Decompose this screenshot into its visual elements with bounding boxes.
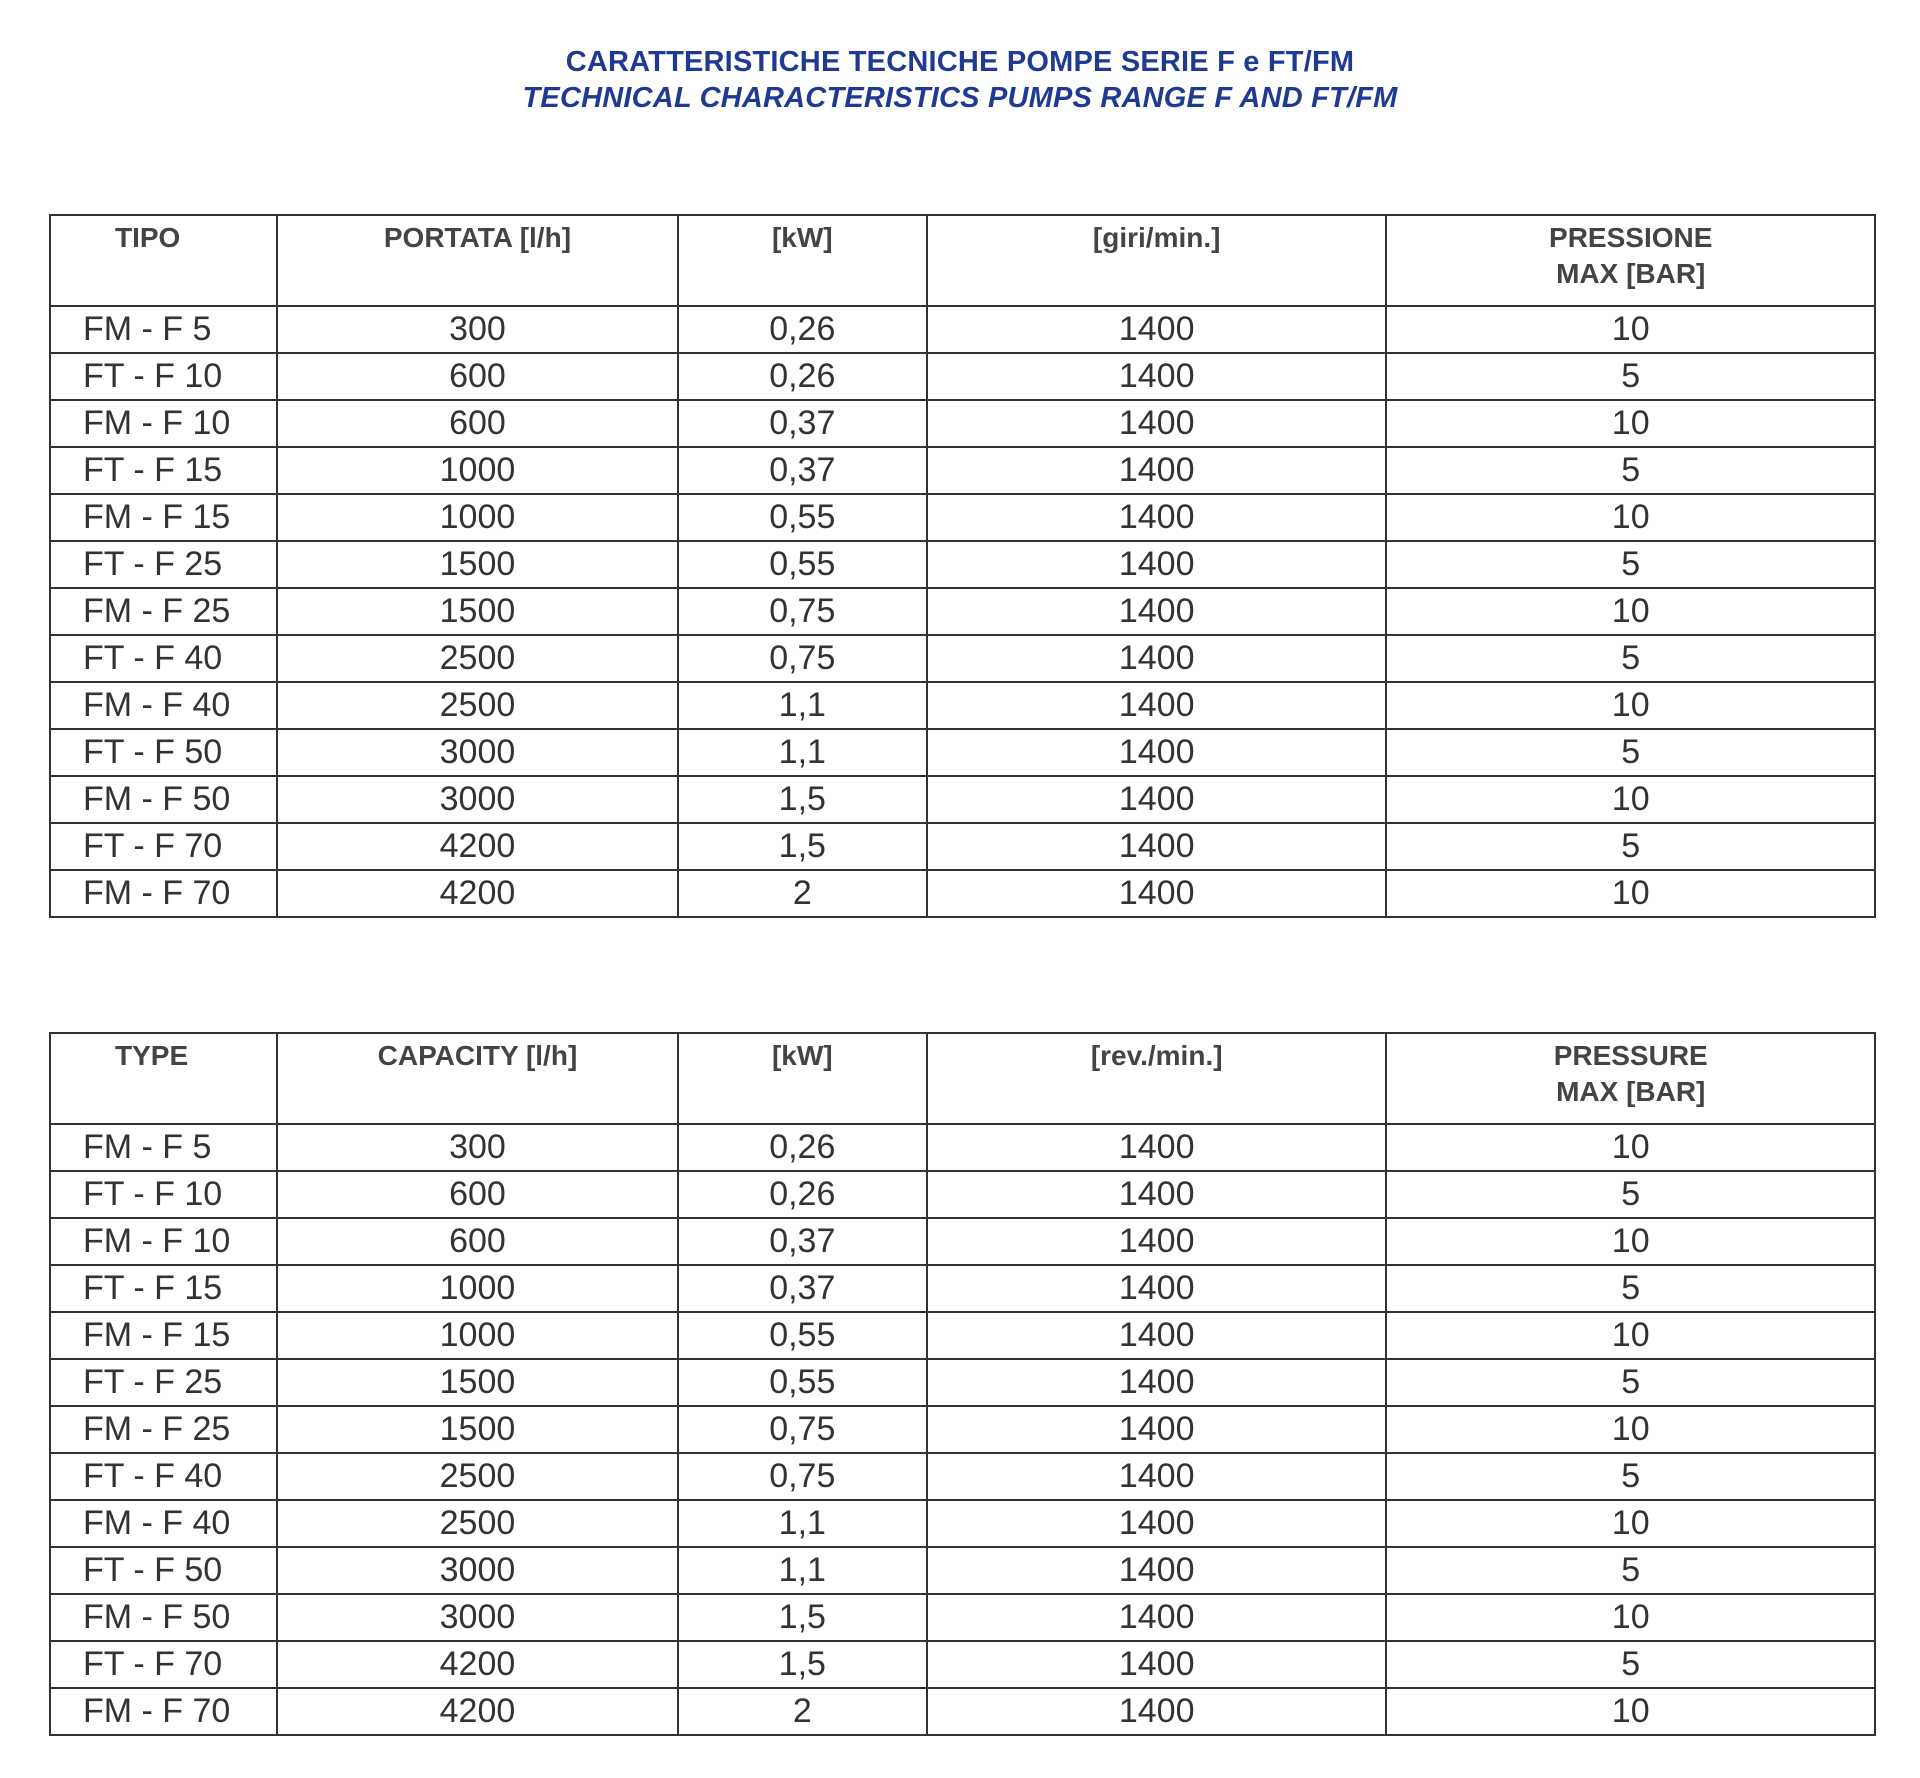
cell-speed: 1400 bbox=[927, 1218, 1387, 1265]
header-pressure bbox=[1386, 1033, 1875, 1124]
cell-speed: 1400 bbox=[927, 729, 1387, 776]
specs-table-english bbox=[49, 1032, 1876, 1736]
cell-pressure: 10 bbox=[1386, 776, 1875, 823]
table-row bbox=[50, 729, 1875, 776]
cell-kw: 0,26 bbox=[678, 1171, 927, 1218]
cell-capacity: 4200 bbox=[277, 870, 677, 917]
cell-pressure: 5 bbox=[1386, 1641, 1875, 1688]
cell-pressure: 5 bbox=[1386, 729, 1875, 776]
cell-type: FT - F 10 bbox=[50, 1171, 277, 1218]
cell-pressure: 10 bbox=[1386, 400, 1875, 447]
cell-kw: 0,26 bbox=[678, 353, 927, 400]
title-italian: CARATTERISTICHE TECNICHE POMPE SERIE F e FT/FM bbox=[565, 46, 1355, 78]
cell-type: FM - F 40 bbox=[50, 1500, 277, 1547]
table-row bbox=[50, 1641, 1875, 1688]
cell-capacity: 1000 bbox=[277, 1312, 677, 1359]
table-row bbox=[50, 400, 1875, 447]
cell-type: FM - F 25 bbox=[50, 588, 277, 635]
cell-type: FT - F 15 bbox=[50, 447, 277, 494]
cell-type: FM - F 40 bbox=[50, 682, 277, 729]
cell-speed: 1400 bbox=[927, 635, 1387, 682]
table-row bbox=[50, 776, 1875, 823]
cell-speed: 1400 bbox=[927, 1406, 1387, 1453]
cell-capacity: 600 bbox=[277, 1171, 677, 1218]
cell-speed: 1400 bbox=[927, 1124, 1387, 1171]
cell-type: FT - F 40 bbox=[50, 635, 277, 682]
cell-kw: 0,37 bbox=[678, 447, 927, 494]
cell-speed: 1400 bbox=[927, 353, 1387, 400]
table-header-row bbox=[50, 215, 1875, 306]
cell-pressure: 10 bbox=[1386, 588, 1875, 635]
cell-pressure: 5 bbox=[1386, 541, 1875, 588]
cell-speed: 1400 bbox=[927, 823, 1387, 870]
cell-pressure: 5 bbox=[1386, 447, 1875, 494]
cell-kw: 0,75 bbox=[678, 1406, 927, 1453]
cell-type: FM - F 10 bbox=[50, 1218, 277, 1265]
cell-speed: 1400 bbox=[927, 682, 1387, 729]
cell-capacity: 1000 bbox=[277, 1265, 677, 1312]
cell-kw: 0,55 bbox=[678, 541, 927, 588]
cell-speed: 1400 bbox=[927, 447, 1387, 494]
table-body bbox=[50, 1124, 1875, 1735]
cell-capacity: 2500 bbox=[277, 1500, 677, 1547]
cell-capacity: 4200 bbox=[277, 1688, 677, 1735]
cell-kw: 0,75 bbox=[678, 588, 927, 635]
cell-pressure: 5 bbox=[1386, 353, 1875, 400]
table-row bbox=[50, 541, 1875, 588]
header-pressure-line1: PRESSURE bbox=[1553, 1040, 1708, 1071]
header-capacity: CAPACITY [l/h] bbox=[277, 1033, 677, 1124]
cell-speed: 1400 bbox=[927, 1453, 1387, 1500]
cell-speed: 1400 bbox=[927, 1359, 1387, 1406]
cell-type: FT - F 50 bbox=[50, 1547, 277, 1594]
cell-kw: 1,1 bbox=[678, 1547, 927, 1594]
cell-kw: 0,55 bbox=[678, 1359, 927, 1406]
table-row bbox=[50, 635, 1875, 682]
document-title bbox=[0, 44, 1920, 116]
cell-kw: 2 bbox=[678, 870, 927, 917]
cell-type: FT - F 25 bbox=[50, 541, 277, 588]
table-row bbox=[50, 870, 1875, 917]
table-row bbox=[50, 306, 1875, 353]
cell-type: FM - F 15 bbox=[50, 1312, 277, 1359]
table-row bbox=[50, 823, 1875, 870]
cell-type: FM - F 5 bbox=[50, 306, 277, 353]
table-row bbox=[50, 1218, 1875, 1265]
cell-kw: 0,37 bbox=[678, 1218, 927, 1265]
cell-type: FT - F 10 bbox=[50, 353, 277, 400]
cell-speed: 1400 bbox=[927, 588, 1387, 635]
table-row bbox=[50, 682, 1875, 729]
cell-pressure: 10 bbox=[1386, 1218, 1875, 1265]
header-kw: [kW] bbox=[678, 215, 927, 306]
cell-speed: 1400 bbox=[927, 1594, 1387, 1641]
cell-pressure: 5 bbox=[1386, 635, 1875, 682]
table-row bbox=[50, 588, 1875, 635]
cell-type: FT - F 15 bbox=[50, 1265, 277, 1312]
cell-kw: 0,37 bbox=[678, 400, 927, 447]
cell-capacity: 1500 bbox=[277, 1406, 677, 1453]
cell-capacity: 1000 bbox=[277, 447, 677, 494]
cell-kw: 2 bbox=[678, 1688, 927, 1735]
cell-speed: 1400 bbox=[927, 400, 1387, 447]
cell-pressure: 5 bbox=[1386, 1547, 1875, 1594]
header-type: TYPE bbox=[50, 1033, 277, 1124]
header-pressure-line2: MAX [BAR] bbox=[1556, 1076, 1706, 1107]
cell-capacity: 1500 bbox=[277, 588, 677, 635]
header-pressure-line1: PRESSIONE bbox=[1549, 222, 1713, 253]
table-row bbox=[50, 1406, 1875, 1453]
header-speed: [giri/min.] bbox=[927, 215, 1387, 306]
cell-pressure: 5 bbox=[1386, 1453, 1875, 1500]
cell-speed: 1400 bbox=[927, 1500, 1387, 1547]
cell-type: FM - F 10 bbox=[50, 400, 277, 447]
cell-kw: 0,26 bbox=[678, 1124, 927, 1171]
cell-type: FT - F 50 bbox=[50, 729, 277, 776]
cell-type: FT - F 25 bbox=[50, 1359, 277, 1406]
cell-capacity: 600 bbox=[277, 353, 677, 400]
cell-kw: 0,37 bbox=[678, 1265, 927, 1312]
cell-kw: 0,75 bbox=[678, 635, 927, 682]
cell-speed: 1400 bbox=[927, 1312, 1387, 1359]
table-row bbox=[50, 1500, 1875, 1547]
cell-capacity: 1000 bbox=[277, 494, 677, 541]
header-kw: [kW] bbox=[678, 1033, 927, 1124]
cell-pressure: 5 bbox=[1386, 1171, 1875, 1218]
cell-capacity: 4200 bbox=[277, 1641, 677, 1688]
cell-pressure: 10 bbox=[1386, 682, 1875, 729]
cell-speed: 1400 bbox=[927, 541, 1387, 588]
cell-speed: 1400 bbox=[927, 494, 1387, 541]
cell-speed: 1400 bbox=[927, 870, 1387, 917]
specs-table-italian bbox=[49, 214, 1876, 918]
cell-type: FT - F 70 bbox=[50, 823, 277, 870]
cell-kw: 1,1 bbox=[678, 682, 927, 729]
cell-pressure: 10 bbox=[1386, 306, 1875, 353]
table-row bbox=[50, 1312, 1875, 1359]
cell-kw: 0,55 bbox=[678, 494, 927, 541]
cell-type: FT - F 40 bbox=[50, 1453, 277, 1500]
cell-capacity: 3000 bbox=[277, 776, 677, 823]
cell-speed: 1400 bbox=[927, 776, 1387, 823]
cell-capacity: 4200 bbox=[277, 823, 677, 870]
table-row bbox=[50, 1265, 1875, 1312]
cell-speed: 1400 bbox=[927, 1688, 1387, 1735]
header-pressure bbox=[1386, 215, 1875, 306]
cell-capacity: 2500 bbox=[277, 682, 677, 729]
cell-capacity: 600 bbox=[277, 1218, 677, 1265]
cell-pressure: 5 bbox=[1386, 1359, 1875, 1406]
cell-speed: 1400 bbox=[927, 1171, 1387, 1218]
table-row bbox=[50, 447, 1875, 494]
cell-type: FM - F 70 bbox=[50, 870, 277, 917]
cell-capacity: 3000 bbox=[277, 1547, 677, 1594]
cell-capacity: 3000 bbox=[277, 1594, 677, 1641]
cell-pressure: 10 bbox=[1386, 494, 1875, 541]
cell-kw: 1,5 bbox=[678, 1594, 927, 1641]
cell-kw: 0,26 bbox=[678, 306, 927, 353]
table-row bbox=[50, 353, 1875, 400]
header-speed: [rev./min.] bbox=[927, 1033, 1387, 1124]
table-row bbox=[50, 1547, 1875, 1594]
cell-speed: 1400 bbox=[927, 1265, 1387, 1312]
cell-pressure: 10 bbox=[1386, 1124, 1875, 1171]
cell-speed: 1400 bbox=[927, 1547, 1387, 1594]
cell-kw: 1,5 bbox=[678, 776, 927, 823]
title-english: TECHNICAL CHARACTERISTICS PUMPS RANGE F AND FT/FM bbox=[522, 82, 1398, 114]
cell-type: FT - F 70 bbox=[50, 1641, 277, 1688]
cell-type: FM - F 15 bbox=[50, 494, 277, 541]
table-header-row bbox=[50, 1033, 1875, 1124]
cell-capacity: 3000 bbox=[277, 729, 677, 776]
cell-pressure: 5 bbox=[1386, 823, 1875, 870]
cell-pressure: 10 bbox=[1386, 870, 1875, 917]
cell-type: FM - F 50 bbox=[50, 776, 277, 823]
cell-pressure: 5 bbox=[1386, 1265, 1875, 1312]
table-body bbox=[50, 306, 1875, 917]
table-row bbox=[50, 1453, 1875, 1500]
cell-capacity: 300 bbox=[277, 306, 677, 353]
cell-capacity: 2500 bbox=[277, 1453, 677, 1500]
header-type: TIPO bbox=[50, 215, 277, 306]
table-row bbox=[50, 494, 1875, 541]
cell-type: FM - F 50 bbox=[50, 1594, 277, 1641]
cell-kw: 0,75 bbox=[678, 1453, 927, 1500]
header-capacity: PORTATA [l/h] bbox=[277, 215, 677, 306]
cell-capacity: 1500 bbox=[277, 541, 677, 588]
cell-speed: 1400 bbox=[927, 1641, 1387, 1688]
cell-capacity: 300 bbox=[277, 1124, 677, 1171]
cell-pressure: 10 bbox=[1386, 1594, 1875, 1641]
cell-type: FM - F 25 bbox=[50, 1406, 277, 1453]
table-row bbox=[50, 1359, 1875, 1406]
table-row bbox=[50, 1171, 1875, 1218]
cell-capacity: 1500 bbox=[277, 1359, 677, 1406]
cell-pressure: 10 bbox=[1386, 1500, 1875, 1547]
cell-pressure: 10 bbox=[1386, 1406, 1875, 1453]
cell-kw: 1,5 bbox=[678, 1641, 927, 1688]
cell-kw: 1,1 bbox=[678, 1500, 927, 1547]
table-row bbox=[50, 1594, 1875, 1641]
cell-speed: 1400 bbox=[927, 306, 1387, 353]
cell-kw: 1,1 bbox=[678, 729, 927, 776]
cell-pressure: 10 bbox=[1386, 1688, 1875, 1735]
cell-kw: 0,55 bbox=[678, 1312, 927, 1359]
cell-capacity: 600 bbox=[277, 400, 677, 447]
header-pressure-line2: MAX [BAR] bbox=[1556, 258, 1706, 289]
cell-pressure: 10 bbox=[1386, 1312, 1875, 1359]
cell-capacity: 2500 bbox=[277, 635, 677, 682]
cell-type: FM - F 5 bbox=[50, 1124, 277, 1171]
table-row bbox=[50, 1124, 1875, 1171]
cell-kw: 1,5 bbox=[678, 823, 927, 870]
cell-type: FM - F 70 bbox=[50, 1688, 277, 1735]
table-row bbox=[50, 1688, 1875, 1735]
